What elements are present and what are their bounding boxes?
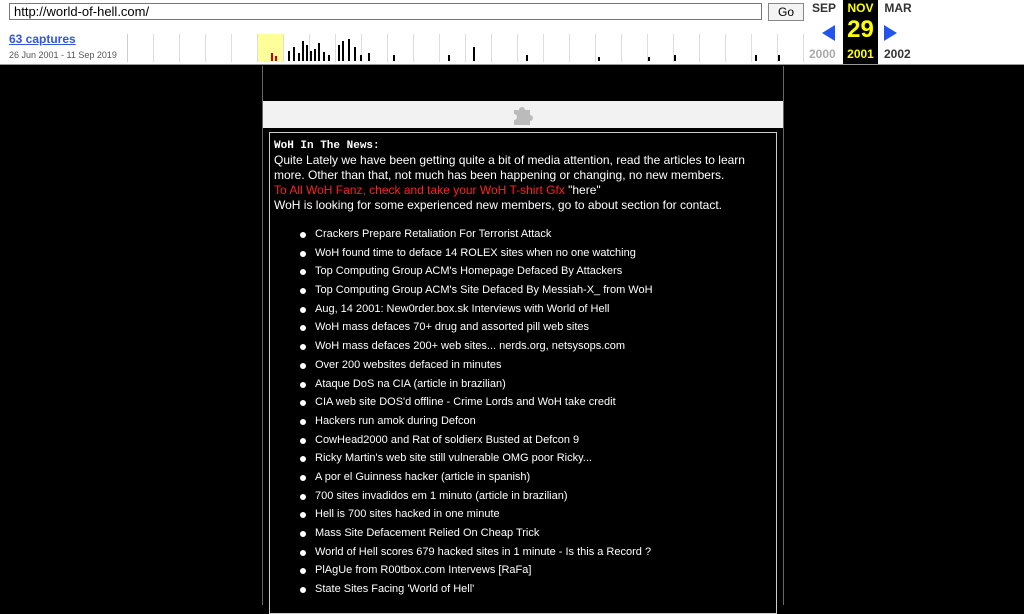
article-link[interactable]: PlAgUe from R00tbox.com Intervews [RaFa]: [270, 564, 653, 583]
next-capture-arrow-icon[interactable]: [884, 25, 897, 41]
url-input[interactable]: http://world-of-hell.com/: [9, 3, 762, 20]
article-link[interactable]: Hackers run amok during Defcon: [270, 415, 653, 434]
next-month-label[interactable]: MAR: [884, 1, 912, 15]
puzzle-icon: [510, 101, 537, 128]
capture-mark: [302, 41, 304, 61]
news-heading: WoH In The News:: [274, 140, 380, 152]
year-cell[interactable]: [180, 34, 206, 62]
article-link[interactable]: CIA web site DOS'd offline - Crime Lords and WoH take credit: [270, 396, 653, 415]
article-link[interactable]: A por el Guinness hacker (article in spanish): [270, 471, 653, 490]
article-link[interactable]: State Sites Facing 'World of Hell': [270, 583, 653, 602]
year-cell[interactable]: [440, 34, 466, 62]
prev-month-label[interactable]: SEP: [811, 1, 836, 15]
year-cell[interactable]: [154, 34, 180, 62]
year-cell[interactable]: [570, 34, 596, 62]
capture-mark: [755, 55, 757, 61]
article-link[interactable]: CowHead2000 and Rat of soldierx Busted at Defcon 9: [270, 434, 653, 453]
year-cell[interactable]: [648, 34, 674, 62]
capture-mark: [338, 45, 340, 61]
capture-mark: [328, 55, 330, 61]
go-button[interactable]: Go: [768, 3, 804, 21]
capture-mark: [674, 55, 676, 61]
capture-mark: [275, 56, 277, 61]
capture-mark: [310, 51, 312, 61]
capture-mark: [473, 47, 475, 61]
capture-mark: [293, 47, 295, 61]
tshirt-notice: [274, 183, 774, 198]
year-cell[interactable]: [466, 34, 492, 62]
article-link[interactable]: 700 sites invadidos em 1 minuto (article in brazilian): [270, 490, 653, 509]
year-cell[interactable]: [128, 34, 154, 62]
year-cell[interactable]: [206, 34, 232, 62]
capture-mark: [354, 47, 356, 61]
year-cell[interactable]: [622, 34, 648, 62]
article-link[interactable]: WoH mass defaces 70+ drug and assorted pill web sites: [270, 321, 653, 340]
next-year-label[interactable]: 2002: [884, 47, 911, 61]
prev-capture-arrow-icon[interactable]: [822, 25, 835, 41]
wayback-toolbar: [0, 0, 1024, 65]
current-year: 2001: [847, 47, 874, 61]
capture-mark: [526, 55, 528, 61]
site-content-column: [262, 66, 784, 605]
article-link[interactable]: Ricky Martin's web site still vulnerable OMG poor Ricky...: [270, 452, 653, 471]
capture-mark: [368, 53, 370, 61]
capture-mark: [348, 39, 350, 61]
article-link[interactable]: Over 200 websites defaced in minutes: [270, 359, 653, 378]
capture-mark: [298, 53, 300, 61]
capture-mark: [318, 43, 320, 61]
year-cell[interactable]: [726, 34, 752, 62]
capture-mark: [648, 57, 650, 61]
missing-plugin-bar[interactable]: [263, 101, 783, 128]
capture-mark: [314, 49, 316, 61]
tshirt-here-link[interactable]: "here": [564, 183, 601, 197]
article-link[interactable]: Hell is 700 sites hacked in one minute: [270, 508, 653, 527]
year-cell[interactable]: [700, 34, 726, 62]
article-link[interactable]: WoH mass defaces 200+ web sites... nerds.org, netsysops.com: [270, 340, 653, 359]
year-cell[interactable]: [492, 34, 518, 62]
intro-text: Quite Lately we have been getting quite a bit of media attention, read the articles to learn more. Other than that, not much has been happening or changing, no new members.: [274, 153, 745, 182]
articles-list: [270, 228, 653, 602]
capture-mark: [598, 57, 600, 61]
members-text: WoH is looking for some experienced new members, go to about section for contact.: [274, 198, 723, 212]
current-capture-date: [843, 0, 878, 64]
capture-mark: [342, 41, 344, 61]
capture-mark: [778, 55, 780, 61]
capture-mark: [288, 51, 290, 61]
year-cell[interactable]: [232, 34, 258, 62]
article-link[interactable]: WoH found time to deface 14 ROLEX sites when no one watching: [270, 247, 653, 266]
year-cell[interactable]: [544, 34, 570, 62]
year-cell[interactable]: [518, 34, 544, 62]
captures-link[interactable]: 63 captures: [9, 32, 76, 46]
year-cell[interactable]: [414, 34, 440, 62]
tshirt-text: To All WoH Fanz, check and take your WoH T-shirt Gfx: [274, 183, 565, 197]
capture-mark: [360, 55, 362, 61]
article-link[interactable]: Crackers Prepare Retaliation For Terrorist Attack: [270, 228, 653, 247]
year-cell[interactable]: [674, 34, 700, 62]
capture-mark: [448, 55, 450, 61]
article-link[interactable]: Top Computing Group ACM's Site Defaced By Messiah-X_ from WoH: [270, 284, 653, 303]
capture-sparkline[interactable]: [127, 34, 808, 62]
article-link[interactable]: Aug, 14 2001: New0rder.box.sk Interviews with World of Hell: [270, 303, 653, 322]
year-cell[interactable]: [388, 34, 414, 62]
news-box: [269, 132, 777, 614]
capture-mark: [323, 52, 325, 61]
article-link[interactable]: Mass Site Defacement Relied On Cheap Trick: [270, 527, 653, 546]
article-link[interactable]: Top Computing Group ACM's Homepage Defaced By Attackers: [270, 265, 653, 284]
current-month: NOV: [847, 1, 874, 15]
article-link[interactable]: Ataque DoS na CIA (article in brazilian): [270, 378, 653, 397]
capture-date-range: 26 Jun 2001 - 11 Sep 2019: [9, 50, 117, 60]
year-cell[interactable]: [362, 34, 388, 62]
capture-mark: [393, 55, 395, 61]
year-cell[interactable]: [778, 34, 804, 62]
prev-year-label[interactable]: 2000: [809, 47, 836, 61]
current-day: 29: [847, 16, 874, 43]
capture-mark: [271, 53, 273, 61]
article-link[interactable]: World of Hell scores 679 hacked sites in 1 minute - Is this a Record ?: [270, 546, 653, 565]
capture-mark: [306, 45, 308, 61]
